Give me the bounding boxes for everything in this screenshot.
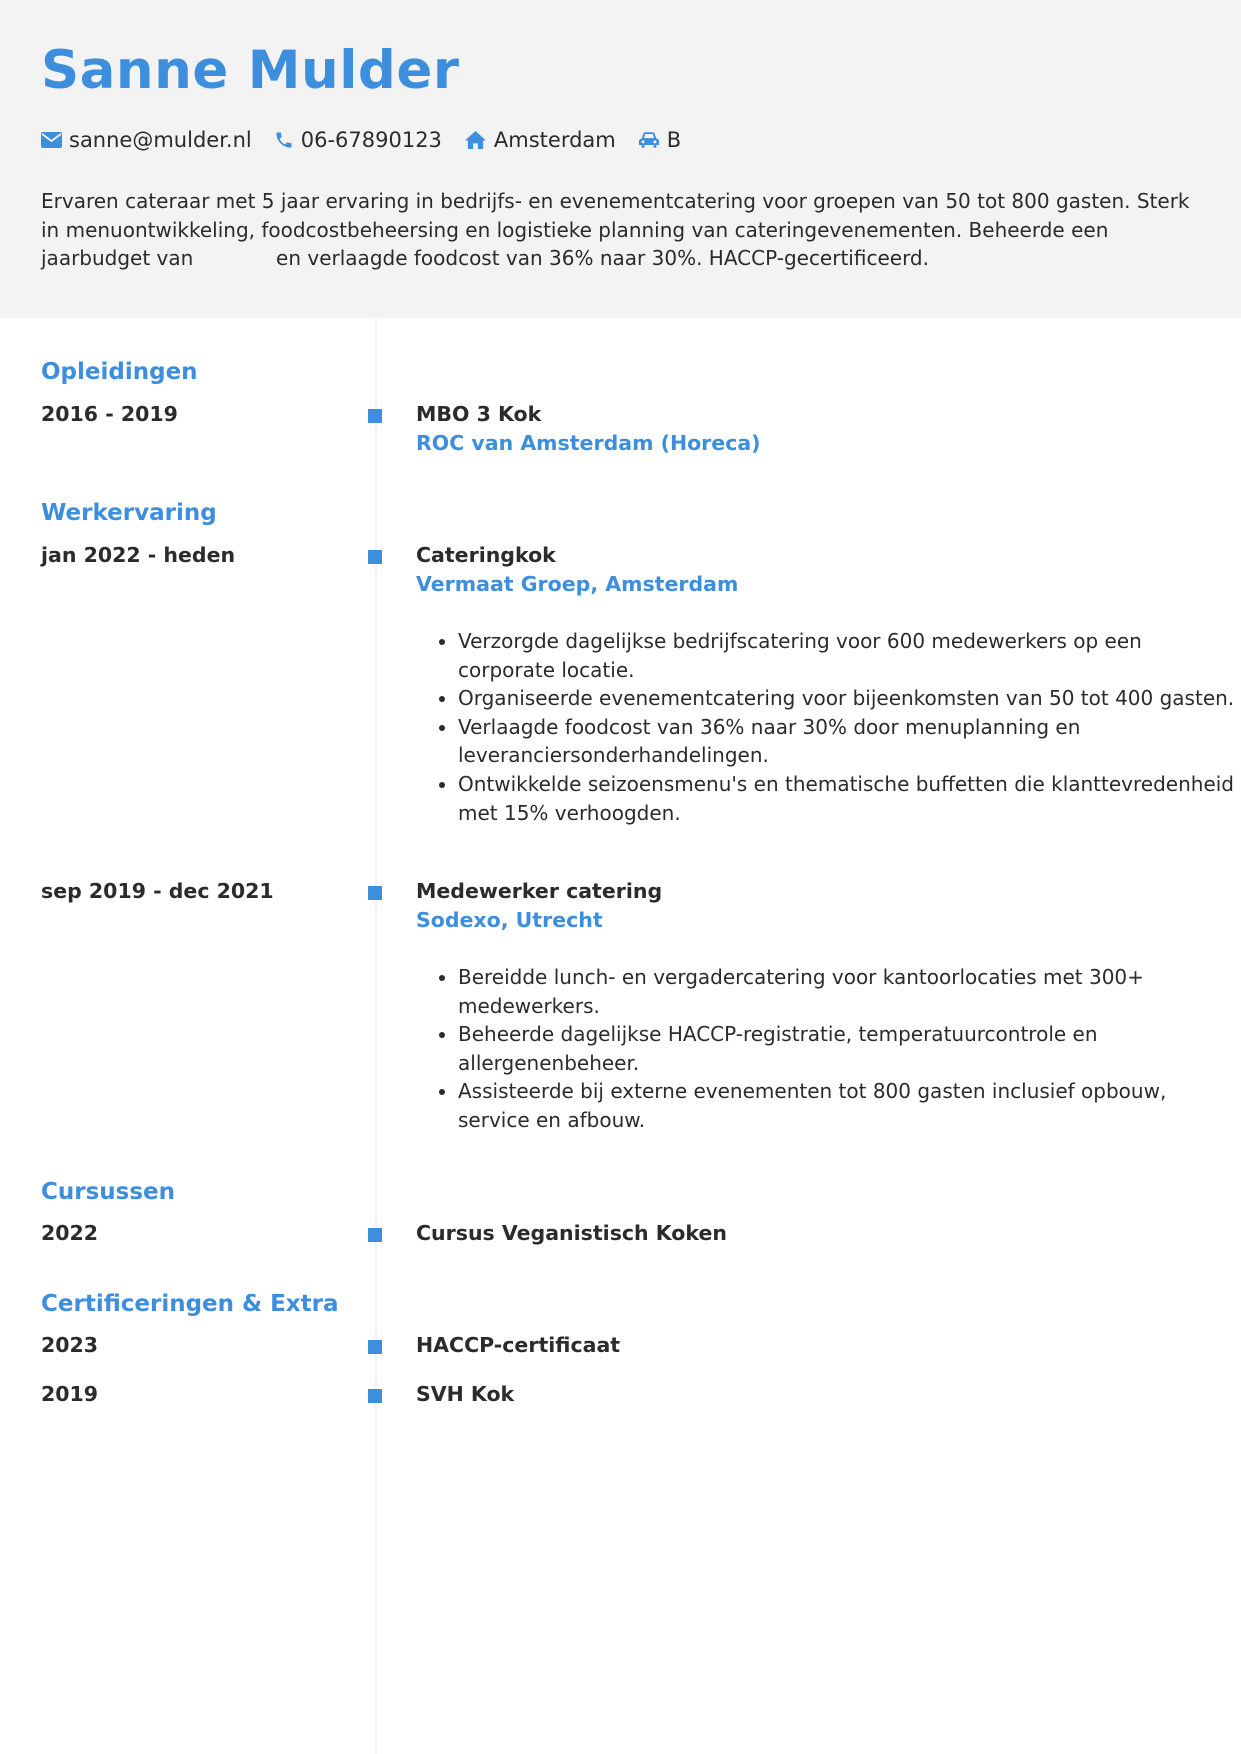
candidate-name: Sanne Mulder [41, 40, 460, 101]
timeline-marker [368, 1228, 382, 1242]
job-employer: Sodexo, Utrecht [416, 908, 603, 932]
profile-summary [41, 187, 1191, 273]
summary-text-part2: en verlaagde foodcost van 36% naar 30%. HACCP-gecertificeerd. [276, 246, 929, 270]
job-employer: Vermaat Groep, Amsterdam [416, 572, 739, 596]
contact-email [41, 128, 252, 152]
job-duty: • Assisteerde bij externe evenementen tot 800 gasten inclusief opbouw, service en afbouw. [458, 1077, 1238, 1134]
phone-icon [274, 130, 294, 150]
contact-phone [274, 128, 442, 152]
job-title: Cateringkok [416, 543, 556, 567]
course-title: Cursus Veganistisch Koken [416, 1221, 727, 1245]
contact-location [464, 128, 616, 152]
job-duty: • Bereidde lunch- en vergadercatering voor kantoorlocaties met 300+ medewerkers. [458, 963, 1238, 1020]
course-date: 2022 [41, 1221, 99, 1245]
job-date: sep 2019 - dec 2021 [41, 879, 274, 903]
job-duties-list [416, 627, 1238, 827]
timeline-divider [375, 318, 377, 1754]
contact-bar [41, 128, 703, 152]
education-title: MBO 3 Kok [416, 402, 542, 426]
certification-date: 2023 [41, 1333, 99, 1357]
section-title-education: Opleidingen [41, 359, 198, 385]
contact-phone-text: 06-67890123 [300, 128, 442, 152]
home-icon [464, 130, 487, 150]
summary-text-part1: Ervaren cateraar met 5 jaar ervaring in bedrijfs- en evenementcatering voor groepen van 50 tot 800 gasten. Sterk in menuontwikkeling, foodcostbeheersing en logistieke planning van cateringevenementen. Beheerde een jaarbudget van [41, 189, 1190, 270]
envelope-icon [41, 132, 62, 148]
job-duty: • Beheerde dagelijkse HACCP-registratie, temperatuurcontrole en allergenenbeheer. [458, 1020, 1238, 1077]
job-duty: • Verzorgde dagelijkse bedrijfscatering voor 600 medewerkers op een corporate locatie. [458, 627, 1238, 684]
car-icon [638, 131, 660, 149]
contact-email-text: sanne@mulder.nl [69, 128, 252, 152]
job-duty: • Verlaagde foodcost van 36% naar 30% door menuplanning en leveranciersonderhandelingen. [458, 713, 1238, 770]
certification-title: HACCP-certificaat [416, 1333, 621, 1357]
job-duty: • Organiseerde evenementcatering voor bijeenkomsten van 50 tot 400 gasten. [458, 684, 1238, 713]
section-title-courses: Cursussen [41, 1179, 176, 1205]
certification-date: 2019 [41, 1382, 99, 1406]
section-title-experience: Werkervaring [41, 500, 217, 526]
contact-license-text: B [666, 128, 682, 152]
job-duties-list [416, 963, 1238, 1135]
section-title-certifications: Certificeringen & Extra [41, 1291, 339, 1317]
timeline-marker [368, 886, 382, 900]
timeline-marker [368, 550, 382, 564]
education-date: 2016 - 2019 [41, 402, 178, 426]
education-school: ROC van Amsterdam (Horeca) [416, 431, 761, 455]
timeline-marker [368, 1389, 382, 1403]
contact-license [638, 128, 681, 152]
certification-title: SVH Kok [416, 1382, 515, 1406]
timeline-marker [368, 409, 382, 423]
timeline-marker [368, 1340, 382, 1354]
header [0, 0, 1241, 318]
job-title: Medewerker catering [416, 879, 663, 903]
job-duty: • Ontwikkelde seizoensmenu's en thematische buffetten die klanttevredenheid met 15% verhoogden. [458, 770, 1238, 827]
job-date: jan 2022 - heden [41, 543, 236, 567]
contact-location-text: Amsterdam [493, 128, 616, 152]
